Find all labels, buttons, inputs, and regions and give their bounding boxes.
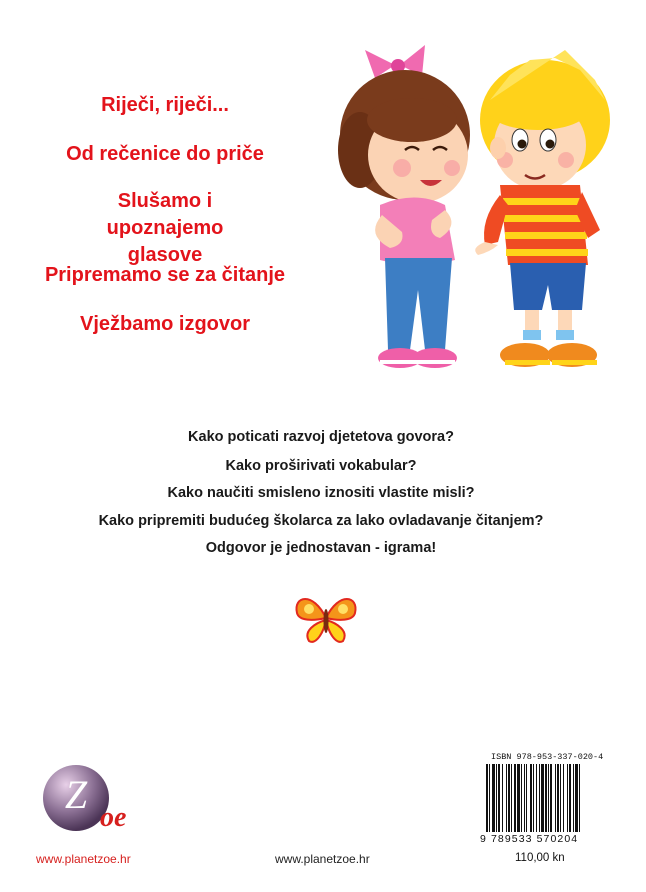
footer-url[interactable]: www.planetzoe.hr (275, 852, 370, 866)
barcode-digits: 9 789533 570204 (480, 833, 579, 845)
logo-wordmark: oe (100, 802, 127, 832)
zoe-planet-logo (38, 762, 178, 832)
butterfly-icon (293, 591, 359, 645)
title-od-recenice: Od rečenice do priče (66, 143, 264, 165)
isbn-number: ISBN 978-953-337-020-4 (491, 752, 604, 762)
boy-and-girl-illustration (320, 20, 620, 385)
question-3: Kako naučiti smisleno iznositi vlastite misli? (167, 485, 475, 501)
title-vjezbamo: Vježbamo izgovor (79, 313, 251, 335)
question-5: Odgovor je jednostavan - igrama! (205, 540, 437, 556)
question-2: Kako proširivati vokabular? (225, 458, 417, 474)
question-1: Kako poticati razvoj djetetova govora? (188, 429, 454, 445)
logo-url[interactable]: www.planetzoe.hr (36, 852, 131, 866)
question-4: Kako pripremiti budućeg školarca za lako ovladavanje čitanjem? (98, 513, 544, 529)
title-slusamo: Slušamo i upoznajemo glasove (106, 190, 224, 266)
title-pripremamo: Pripremamo se za čitanje (44, 264, 286, 286)
price: 110,00 kn (515, 852, 565, 864)
logo-letter-z: Z (64, 772, 88, 817)
title-rijeci: Riječi, riječi... (101, 94, 229, 116)
